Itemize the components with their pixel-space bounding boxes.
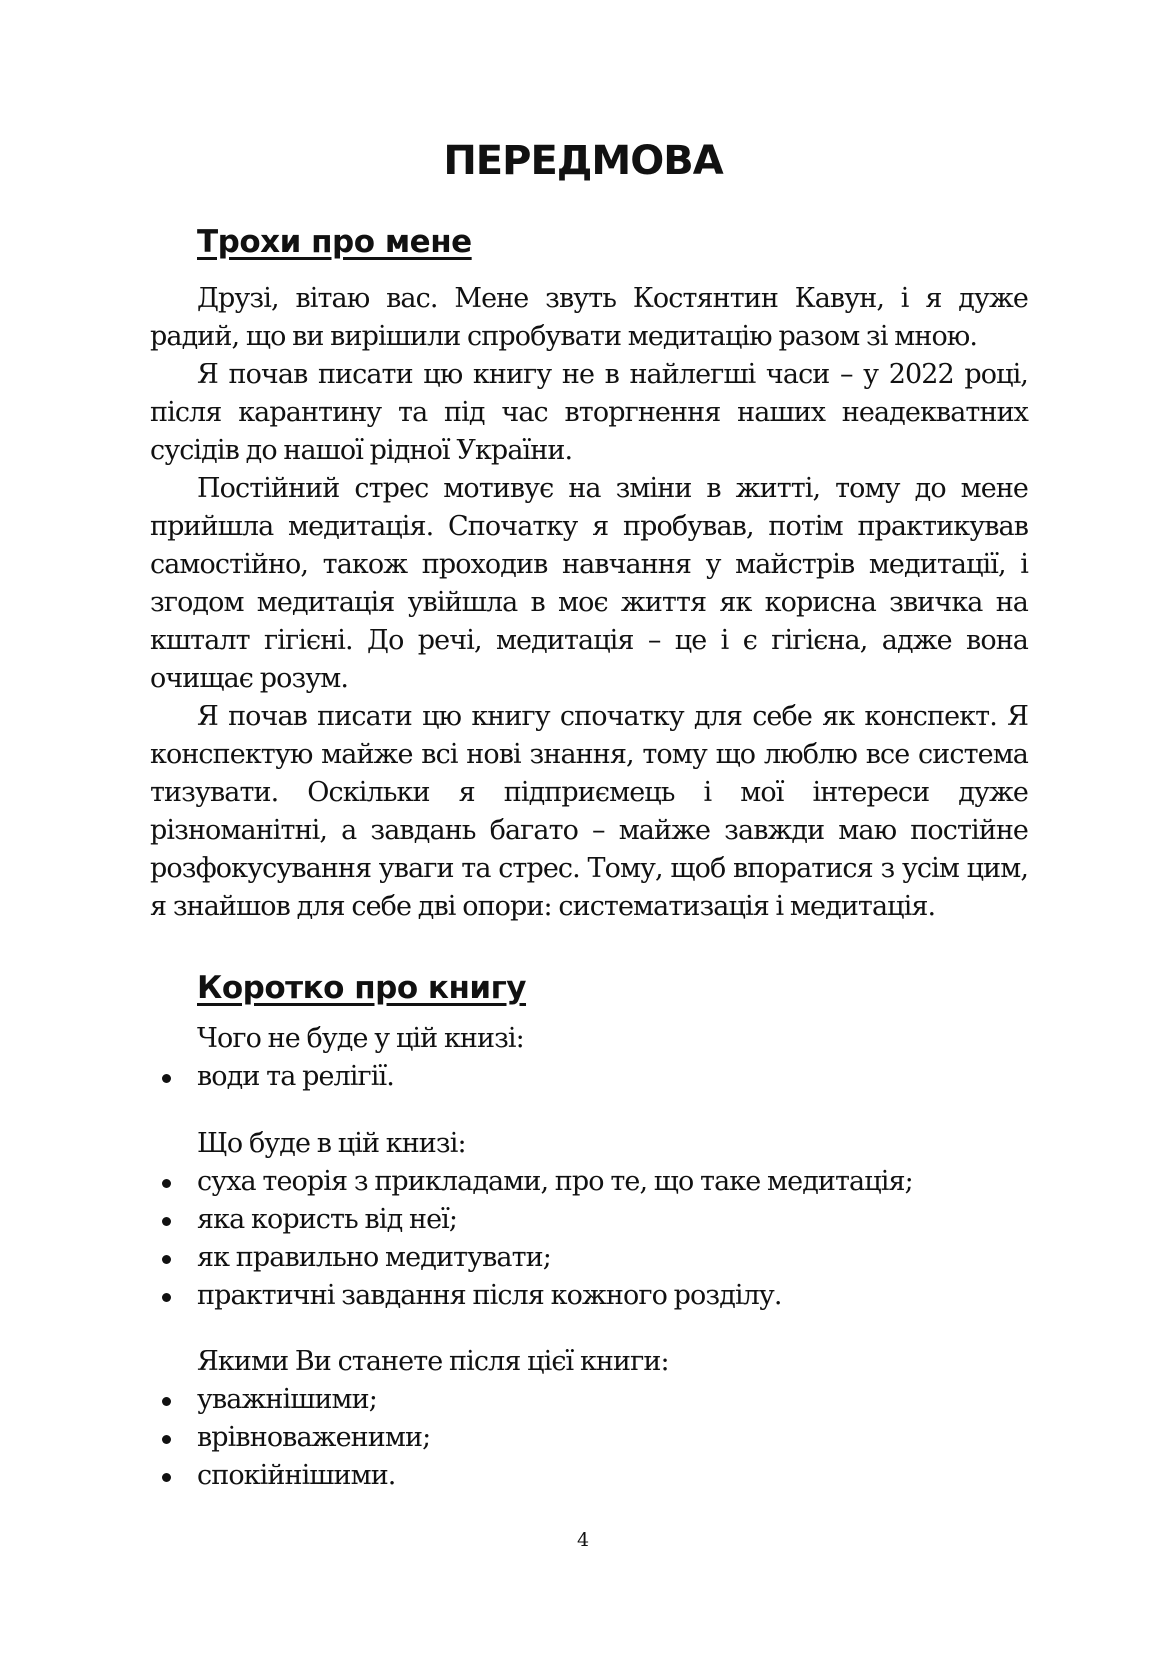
list-item [150, 1239, 913, 1277]
list-item-text: яка користь від неї; [197, 1204, 458, 1235]
list-item-text: практичні завдання після кожного розділу. [197, 1280, 782, 1311]
list-item-text: уважнішими; [197, 1384, 377, 1415]
bullet-icon [162, 1074, 171, 1083]
bullet-icon [162, 1179, 171, 1188]
bullet-icon [162, 1473, 171, 1482]
bullet-icon [162, 1217, 171, 1226]
list-item [150, 1457, 430, 1495]
paragraph: Постійний стрес мотивує на зміни в житті, тому до мене прийшла медитація. Спочатку я пробував, потім практикував самостійно, також проходив навчання у майстрів медитації, і згодом медитація увійшла в моє життя як корисна звичка на кшталт гігієні. До речі, медитація – це і є гігієна, адже вона очищає розум. [150, 473, 1028, 694]
bullet-icon [162, 1293, 171, 1302]
list-intro-in-book: Що буде в цій книзі: [197, 1128, 466, 1159]
paragraph: Я почав писати цю книгу не в найлегші часи – у 2022 році, після карантину та під час вторгнення наших неадекватних сусідів до нашої рідної України. [150, 359, 1028, 466]
list-item [150, 1381, 430, 1419]
list-item [150, 1058, 394, 1096]
bullet-list-not-in-book [150, 1058, 394, 1096]
list-intro-not-in-book: Чого не буде у цій книзі: [197, 1023, 524, 1054]
bullet-list-in-book [150, 1163, 913, 1315]
bullet-icon [162, 1435, 171, 1444]
bullet-icon [162, 1397, 171, 1406]
paragraph: Друзі, вітаю вас. Мене звуть Костянтин Кавун, і я дуже радий, що ви вирішили спробувати медитацію разом зі мною. [150, 283, 1028, 352]
list-item-text: спокійнішими. [197, 1460, 396, 1491]
section-heading-about-me: Трохи про мене [197, 224, 472, 260]
list-item [150, 1419, 430, 1457]
list-item-text: суха теорія з прикладами, про те, що таке медитація; [197, 1166, 913, 1197]
paragraph: Я почав писати цю книгу спочатку для себе як конспект. Я конспектую майже всі нові знання, тому що люблю все система тизувати. Оскільки я підприємець і мої інтереси дуже різноманітні, а завдань багато – майже завжди маю постійне розфокусування уваги та стрес. Тому, щоб впоратися з усім цим, я знайшов для себе дві опори: систематизація і медитація. [150, 701, 1028, 922]
bullet-icon [162, 1255, 171, 1264]
bullet-list-outcomes [150, 1381, 430, 1495]
page-number: 4 [576, 1529, 590, 1551]
list-item [150, 1163, 913, 1201]
section-heading-about-book: Коротко про книгу [197, 970, 527, 1006]
list-item-text: води та релігії. [197, 1061, 394, 1092]
list-item-text: як правильно медитувати; [197, 1242, 551, 1273]
list-item [150, 1201, 913, 1239]
page-title: ПЕРЕДМОВА [443, 138, 723, 184]
list-item [150, 1277, 913, 1315]
list-item-text: врівноваженими; [197, 1422, 431, 1453]
list-intro-outcomes: Якими Ви станете після цієї книги: [197, 1346, 669, 1377]
